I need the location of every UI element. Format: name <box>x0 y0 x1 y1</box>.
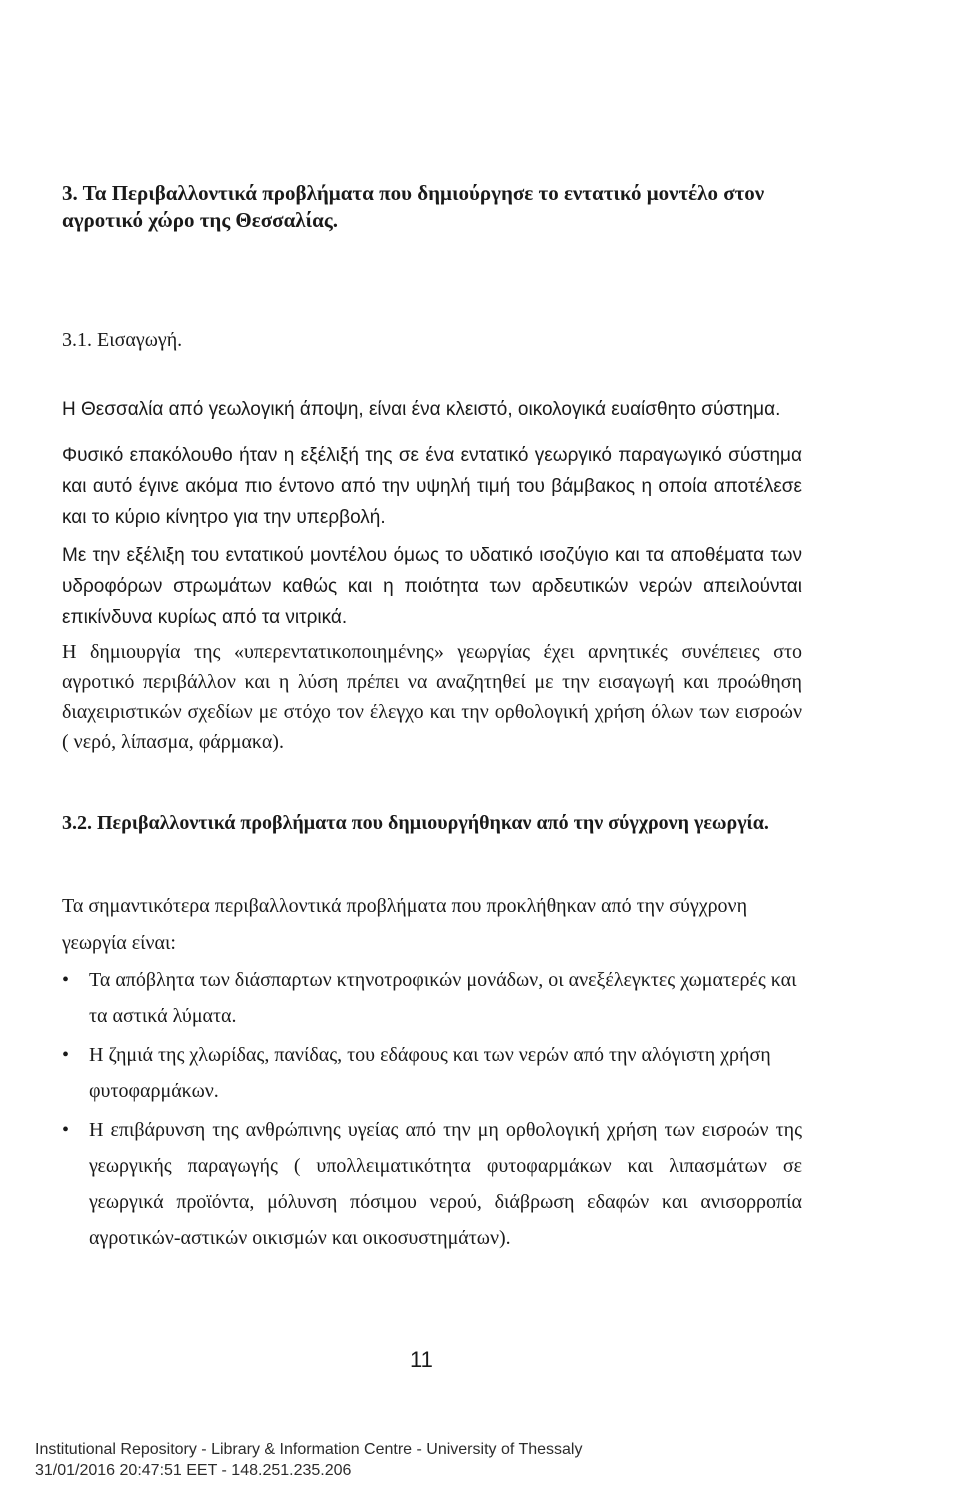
list-item-text: Τα απόβλητα των διάσπαρτων κτηνοτροφικών μονάδων, οι ανεξέλεγκτες χωματερές και τα αστικά λύματα. <box>89 969 797 1027</box>
problem-list <box>62 962 802 1259</box>
bullet-icon: • <box>62 1044 70 1066</box>
bullet-icon: • <box>62 1119 70 1141</box>
page-number: 11 <box>410 1347 433 1372</box>
paragraph-3: Η δημιουργία της «υπερεντατικοποιημένης» γεωργίας έχει αρνητικές συνέπειες στο αγροτικό περιβάλλον και η λύση πρέπει να αναζητηθεί με την εισαγωγή και προώθηση διαχειριστικών σχεδίων με στόχο τον έλεγχο και την ορθολογική χρήση όλων των εισροών ( νερό, λίπασμα, φάρμακα). <box>62 641 802 753</box>
section-3-1-title: 3.1. Εισαγωγή. <box>62 329 183 351</box>
list-item <box>62 1037 802 1109</box>
section-3-2-intro: Τα σημαντικότερα περιβαλλοντικά προβλήματα που προκλήθηκαν από την σύγχρονη γεωργία είναι: <box>62 895 748 954</box>
section-3-1-intro: Η Θεσσαλία από γεωλογική άποψη, είναι ένα κλειστό, οικολογικά ευαίσθητο σύστημα. <box>62 399 781 420</box>
paragraph-2: Με την εξέλιξη του εντατικού μοντέλου όμως το υδατικό ισοζύγιο και τα αποθέματα των υδροφόρων στρωμάτων καθώς και η ποιότητα των αρδευτικών νερών απειλούνται επικίνδυνα κυρίως από τα νιτρικά. <box>62 545 802 628</box>
list-item <box>62 962 802 1034</box>
footer-timestamp: 31/01/2016 20:47:51 EET - 148.251.235.206 <box>35 1462 352 1479</box>
section-3-2-title: 3.2. Περιβαλλοντικά προβλήματα που δημιουργήθηκαν από την σύγχρονη γεωργία. <box>62 812 769 834</box>
footer-repository: Institutional Repository - Library & Information Centre - University of Thessaly <box>35 1441 583 1458</box>
bullet-icon: • <box>62 969 70 991</box>
chapter-heading: 3. Τα Περιβαλλοντικά προβλήματα που δημιούργησε το εντατικό μοντέλο στον αγροτικό χώρο της Θεσσαλίας. <box>62 181 765 232</box>
list-item <box>62 1112 802 1256</box>
list-item-text: Η επιβάρυνση της ανθρώπινης υγείας από την μη ορθολογική χρήση των εισροών της γεωργικής παραγωγής ( υπολλειματικότητα φυτοφαρμάκων και λιπασμάτων σε γεωργικά προϊόντα, μόλυνση πόσιμου νερού, διάβρωση εδαφών και ανισορροπία αγροτικών-αστικών οικισμών και οικοσυστημάτων). <box>89 1119 802 1249</box>
paragraph-1: Φυσικό επακόλουθο ήταν η εξέλιξή της σε ένα εντατικό γεωργικό παραγωγικό σύστημα και αυτό έγινε ακόμα πιο έντονο από την υψηλή τιμή του βάμβακος η οποία αποτέλεσε και το κύριο κίνητρο για την υπερβολή. <box>62 445 802 528</box>
list-item-text: Η ζημιά της χλωρίδας, πανίδας, του εδάφους και των νερών από την αλόγιστη χρήση φυτοφαρμάκων. <box>89 1044 771 1102</box>
